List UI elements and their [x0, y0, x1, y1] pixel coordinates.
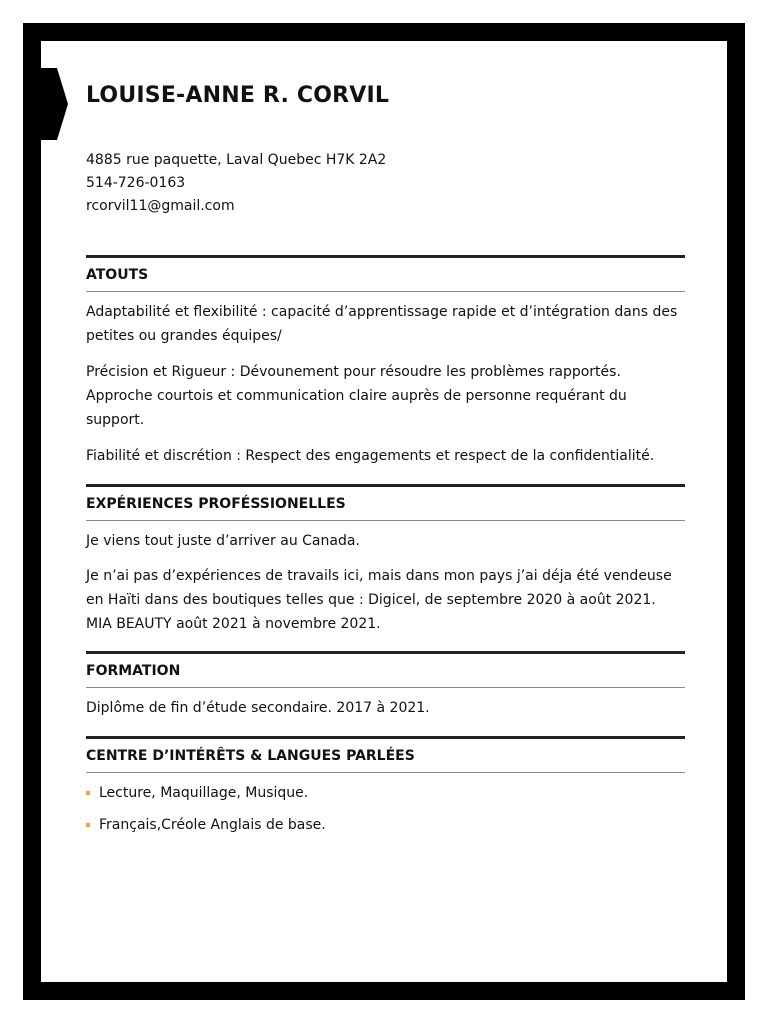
bullet-icon: [86, 823, 90, 827]
section-atouts: [86, 255, 685, 468]
section-title-experiences: EXPÉRIENCES PROFÉSSIONELLES: [86, 484, 685, 521]
bullet-icon: [86, 791, 90, 795]
interets-list: [86, 782, 685, 836]
contact-phone: 514-726-0163: [86, 175, 186, 191]
contact-address: 4885 rue paquette, Laval Quebec H7K 2A2: [86, 152, 387, 168]
list-item: [86, 814, 685, 836]
section-title-formation: FORMATION: [86, 651, 685, 688]
candidate-name: LOUISE-ANNE R. CORVIL: [86, 83, 390, 108]
experience-item: Je viens tout juste d’arriver au Canada.: [86, 533, 360, 549]
atout-item: Précision et Rigueur : Dévounement pour résoudre les problèmes rapportés. Approche courtois et communication claire auprès de personne requérant du support.: [86, 364, 627, 428]
list-item: [86, 782, 685, 804]
section-experiences: [86, 484, 685, 636]
atout-item: Fiabilité et discrétion : Respect des engagements et respect de la confidentialité.: [86, 448, 655, 464]
contact-block: [86, 149, 685, 218]
contact-email: rcorvil11@gmail.com: [86, 198, 235, 214]
section-title-atouts: ATOUTS: [86, 255, 685, 292]
resume-content: [86, 60, 685, 836]
interet-text: Français,Créole Anglais de base.: [99, 817, 326, 833]
section-title-interets: CENTRE D’INTÉRÊTS & LANGUES PARLÉES: [86, 736, 685, 773]
section-interets: [86, 736, 685, 836]
experience-item: Je n’ai pas d’expériences de travails ici, mais dans mon pays j’ai déja été vendeuse en Haïti dans des boutiques telles que : Digicel, de septembre 2020 à août 2021. MIA BEAUTY août 2021 à novembre 2021.: [86, 568, 672, 632]
section-formation: [86, 651, 685, 720]
formation-item: Diplôme de fin d’étude secondaire. 2017 à 2021.: [86, 700, 430, 716]
interet-text: Lecture, Maquillage, Musique.: [99, 785, 309, 801]
name-tab-marker: [41, 68, 68, 140]
atout-item: Adaptabilité et flexibilité : capacité d’apprentissage rapide et d’intégration dans des petites ou grandes équipes/: [86, 304, 678, 344]
